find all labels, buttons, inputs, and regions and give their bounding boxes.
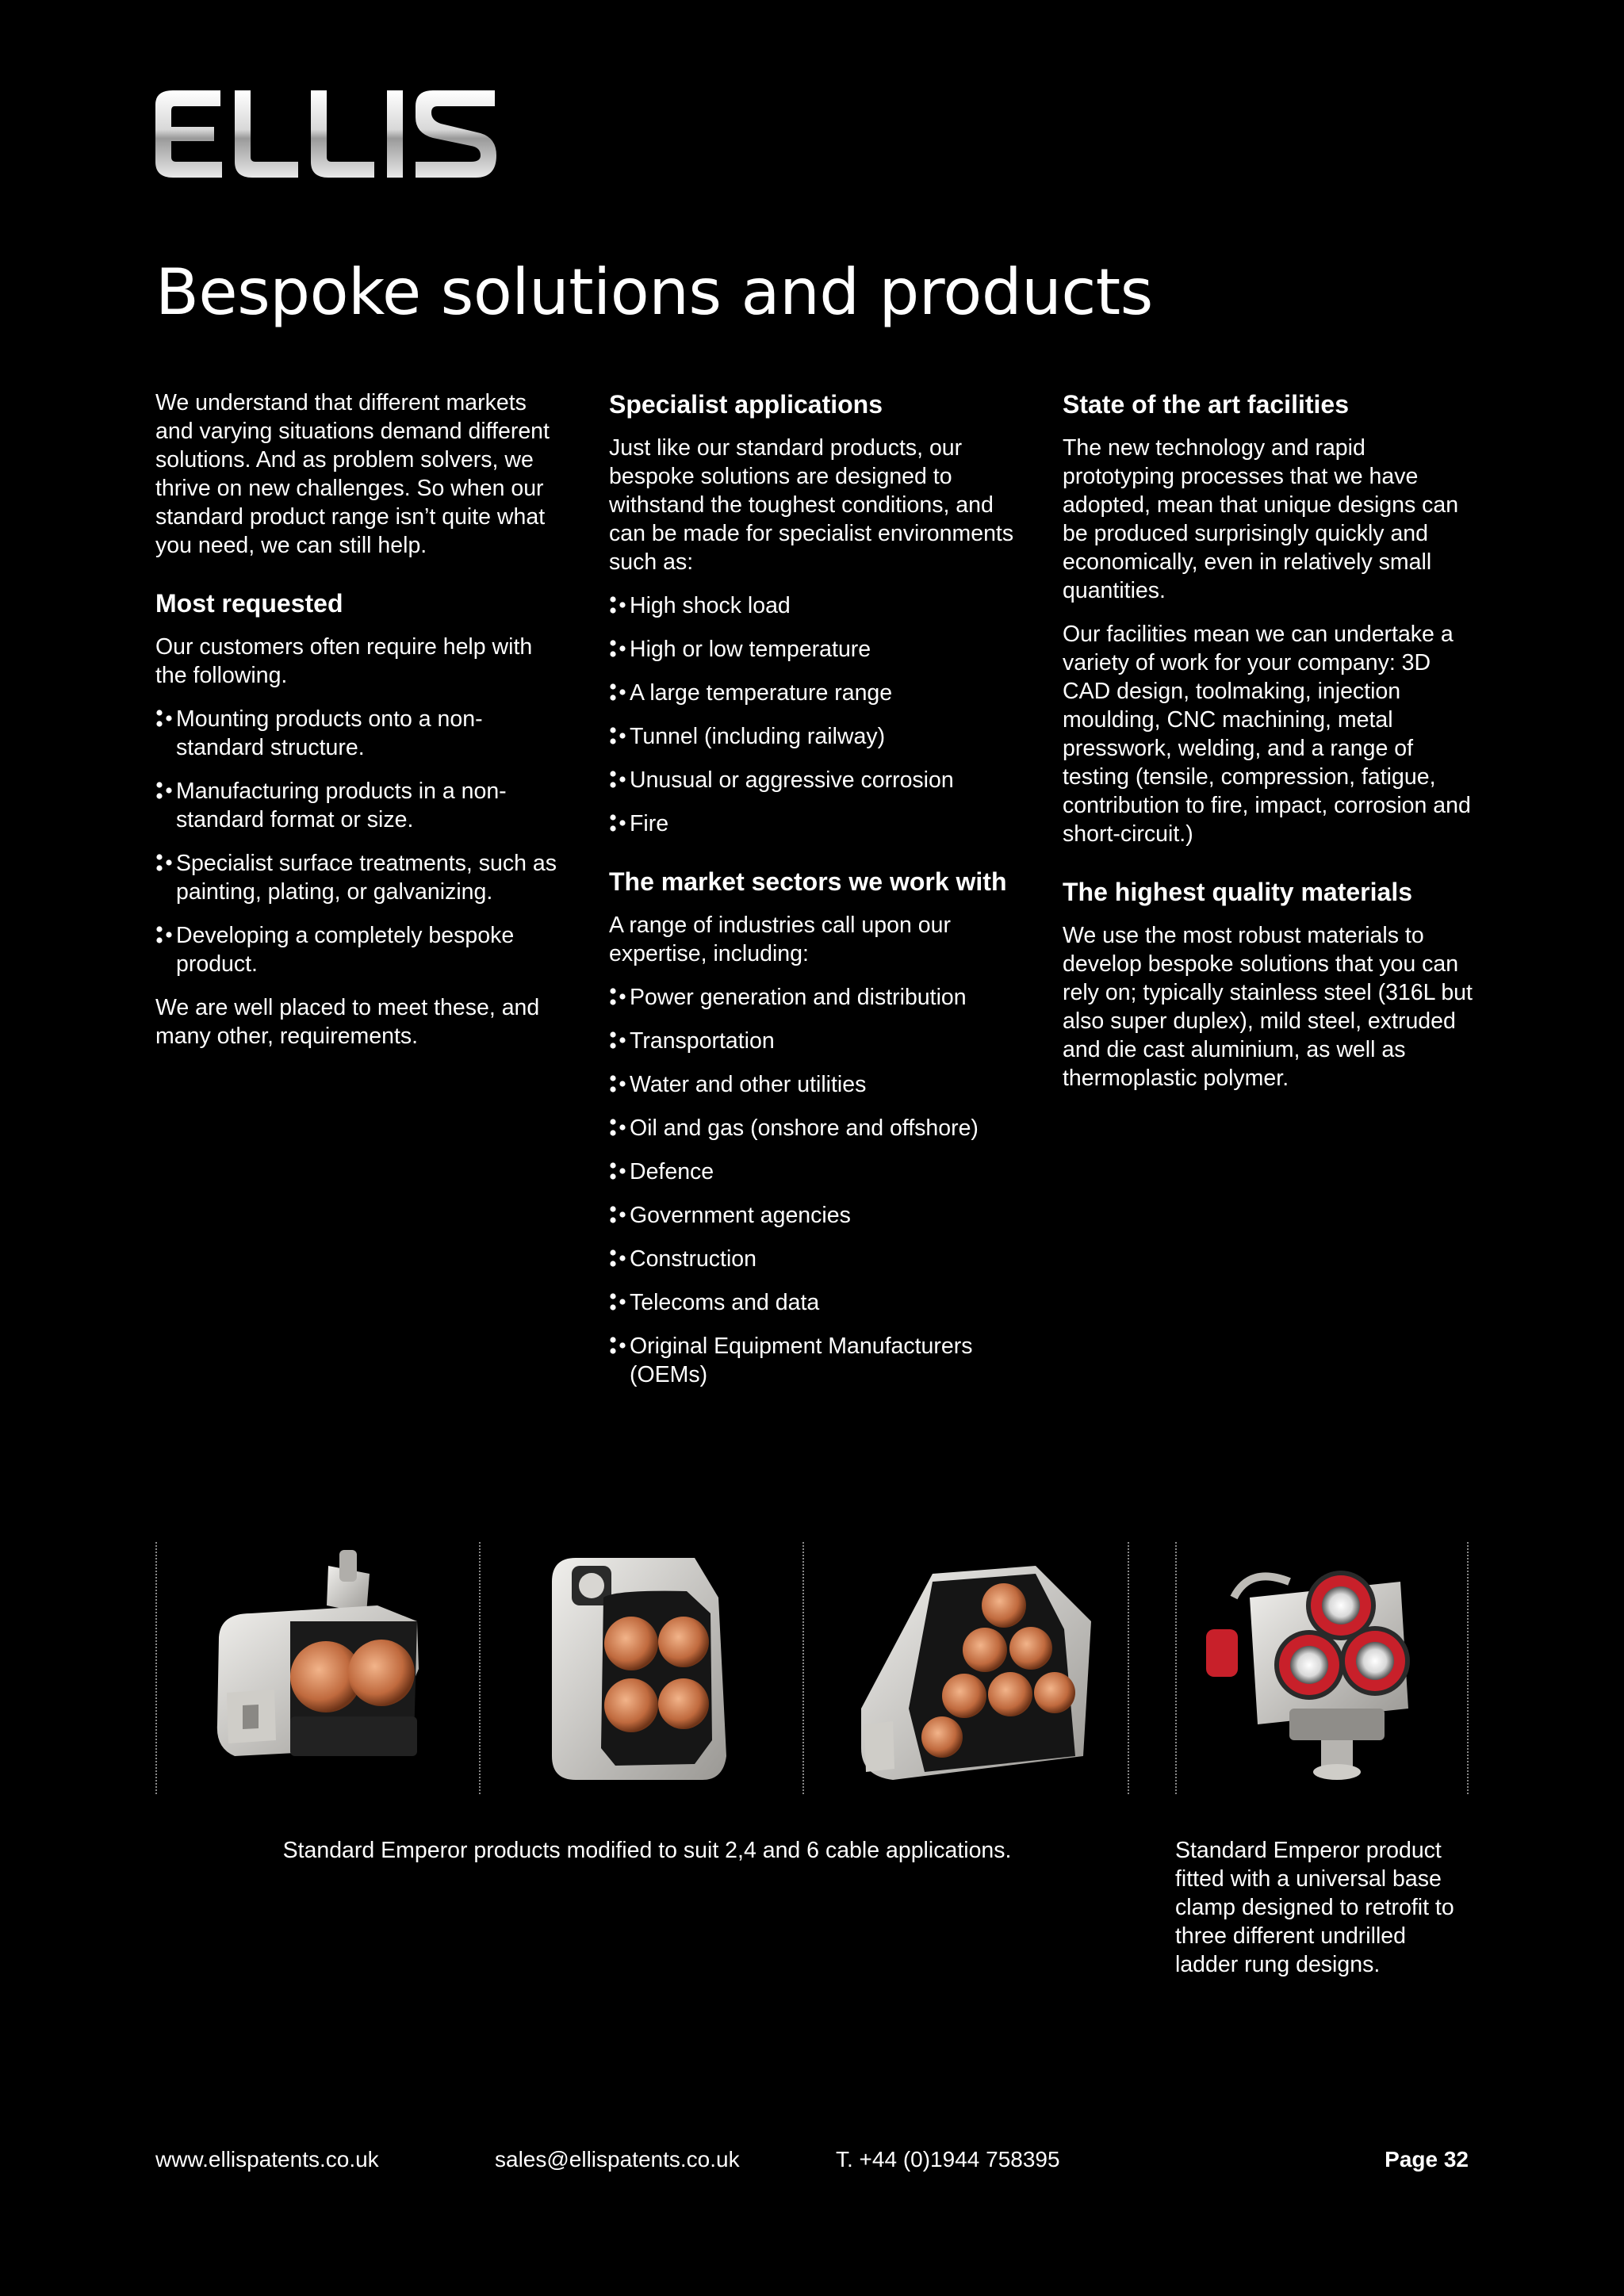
list-item: Government agencies xyxy=(609,1201,1021,1230)
list-item: Construction xyxy=(609,1245,1021,1273)
bullet-dots-icon xyxy=(609,1031,628,1050)
footer-email-link[interactable]: sales@ellispatents.co.uk xyxy=(495,2147,740,2172)
closing-paragraph: We are well placed to meet these, and many other, requirements. xyxy=(155,995,540,1049)
facilities-heading: State of the art facilities xyxy=(1063,390,1349,419)
column-facilities xyxy=(1063,388,1475,1108)
market-sectors-list xyxy=(609,983,1021,1389)
bullet-dots-icon xyxy=(609,595,628,614)
footer-phone: T. +44 (0)1944 758395 xyxy=(836,2147,1060,2172)
divider xyxy=(1175,1542,1177,1794)
two-cable-cleat-image xyxy=(187,1550,449,1788)
caption-cable-applications: Standard Emperor products modified to suit 2,4 and 6 cable applications. xyxy=(282,1838,1012,1863)
divider xyxy=(479,1542,481,1794)
bullet-dots-icon xyxy=(609,726,628,745)
bullet-dots-icon xyxy=(609,639,628,658)
bullet-dots-icon xyxy=(155,925,174,944)
list-item: Developing a completely bespoke product. xyxy=(155,921,568,978)
intro-paragraph: We understand that different markets and varying situations demand different solutions. And as problem solvers, we thrive on new challenges. So when our standard product range isn’t quite what you need, we can still help. xyxy=(155,390,550,558)
footer-website-link[interactable]: www.ellispatents.co.uk xyxy=(155,2147,379,2172)
materials-heading: The highest quality materials xyxy=(1063,878,1412,906)
most-requested-list xyxy=(155,705,568,978)
list-item: Original Equipment Manufacturers (OEMs) xyxy=(609,1332,1021,1389)
list-item: Transportation xyxy=(609,1027,1021,1055)
specialist-applications-lead: Just like our standard products, our bespoke solutions are designed to withstand the toughest conditions, and can be made for specialist environments such as: xyxy=(609,435,1014,575)
list-item: Unusual or aggressive corrosion xyxy=(609,766,1021,794)
list-item: Tunnel (including railway) xyxy=(609,722,1021,751)
divider xyxy=(802,1542,804,1794)
page-number: Page 32 xyxy=(1385,2147,1469,2172)
list-item: Oil and gas (onshore and offshore) xyxy=(609,1114,1021,1142)
bullet-dots-icon xyxy=(609,1161,628,1181)
list-item: Water and other utilities xyxy=(609,1070,1021,1099)
list-item: A large temperature range xyxy=(609,679,1021,707)
list-item: Specialist surface treatments, such as painting, plating, or galvanizing. xyxy=(155,849,568,906)
list-item: Defence xyxy=(609,1158,1021,1186)
facilities-paragraph-1: The new technology and rapid prototyping processes that we have adopted, mean that unique designs can be produced surprisingly quickly and economically, even in relatively small quantities. xyxy=(1063,435,1459,603)
divider xyxy=(1467,1542,1469,1794)
most-requested-lead: Our customers often require help with the following. xyxy=(155,634,533,688)
bullet-dots-icon xyxy=(609,683,628,702)
page-title: Bespoke solutions and products xyxy=(155,255,1153,329)
bullet-dots-icon xyxy=(609,1249,628,1268)
bullet-dots-icon xyxy=(609,813,628,832)
specialist-applications-heading: Specialist applications xyxy=(609,390,883,419)
column-intro xyxy=(155,388,568,1066)
four-cable-cleat-image xyxy=(528,1550,758,1788)
market-sectors-lead: A range of industries call upon our expertise, including: xyxy=(609,913,951,966)
ellis-logo xyxy=(155,89,496,179)
materials-paragraph: We use the most robust materials to develop bespoke solutions that you can rely on; typically stainless steel (316L but also super duplex), mild steel, extruded and die cast aluminium, as well as thermoplastic polymer. xyxy=(1063,923,1473,1091)
bullet-dots-icon xyxy=(155,853,174,872)
bullet-dots-icon xyxy=(609,987,628,1006)
six-cable-cleat-image xyxy=(845,1550,1107,1788)
trefoil-cleat-with-base-clamp-image xyxy=(1202,1550,1448,1788)
column-applications xyxy=(609,388,1021,1404)
list-item: Power generation and distribution xyxy=(609,983,1021,1012)
divider xyxy=(155,1542,157,1794)
product-gallery xyxy=(155,1542,1469,1794)
list-item: Mounting products onto a non-standard structure. xyxy=(155,705,568,762)
bullet-dots-icon xyxy=(609,1205,628,1224)
most-requested-heading: Most requested xyxy=(155,589,343,618)
caption-base-clamp: Standard Emperor product fitted with a universal base clamp designed to retrofit to three different undrilled ladder rung designs. xyxy=(1175,1838,1454,1977)
bullet-dots-icon xyxy=(609,770,628,789)
environments-list xyxy=(609,591,1021,838)
divider xyxy=(1128,1542,1129,1794)
bullet-dots-icon xyxy=(155,781,174,800)
list-item: High or low temperature xyxy=(609,635,1021,664)
bullet-dots-icon xyxy=(609,1292,628,1311)
list-item: High shock load xyxy=(609,591,1021,620)
facilities-paragraph-2: Our facilities mean we can undertake a variety of work for your company: 3D CAD design, toolmaking, injection moulding, CNC machining, metal presswork, welding, and a range of testing (tensile, compression, fatigue, contribution to fire, impact, corrosion and short-circuit.) xyxy=(1063,622,1471,847)
market-sectors-heading: The market sectors we work with xyxy=(609,867,1007,896)
bullet-dots-icon xyxy=(609,1336,628,1355)
list-item: Telecoms and data xyxy=(609,1288,1021,1317)
list-item: Manufacturing products in a non-standard format or size. xyxy=(155,777,568,834)
bullet-dots-icon xyxy=(609,1074,628,1093)
bullet-dots-icon xyxy=(155,709,174,728)
list-item: Fire xyxy=(609,809,1021,838)
bullet-dots-icon xyxy=(609,1118,628,1137)
